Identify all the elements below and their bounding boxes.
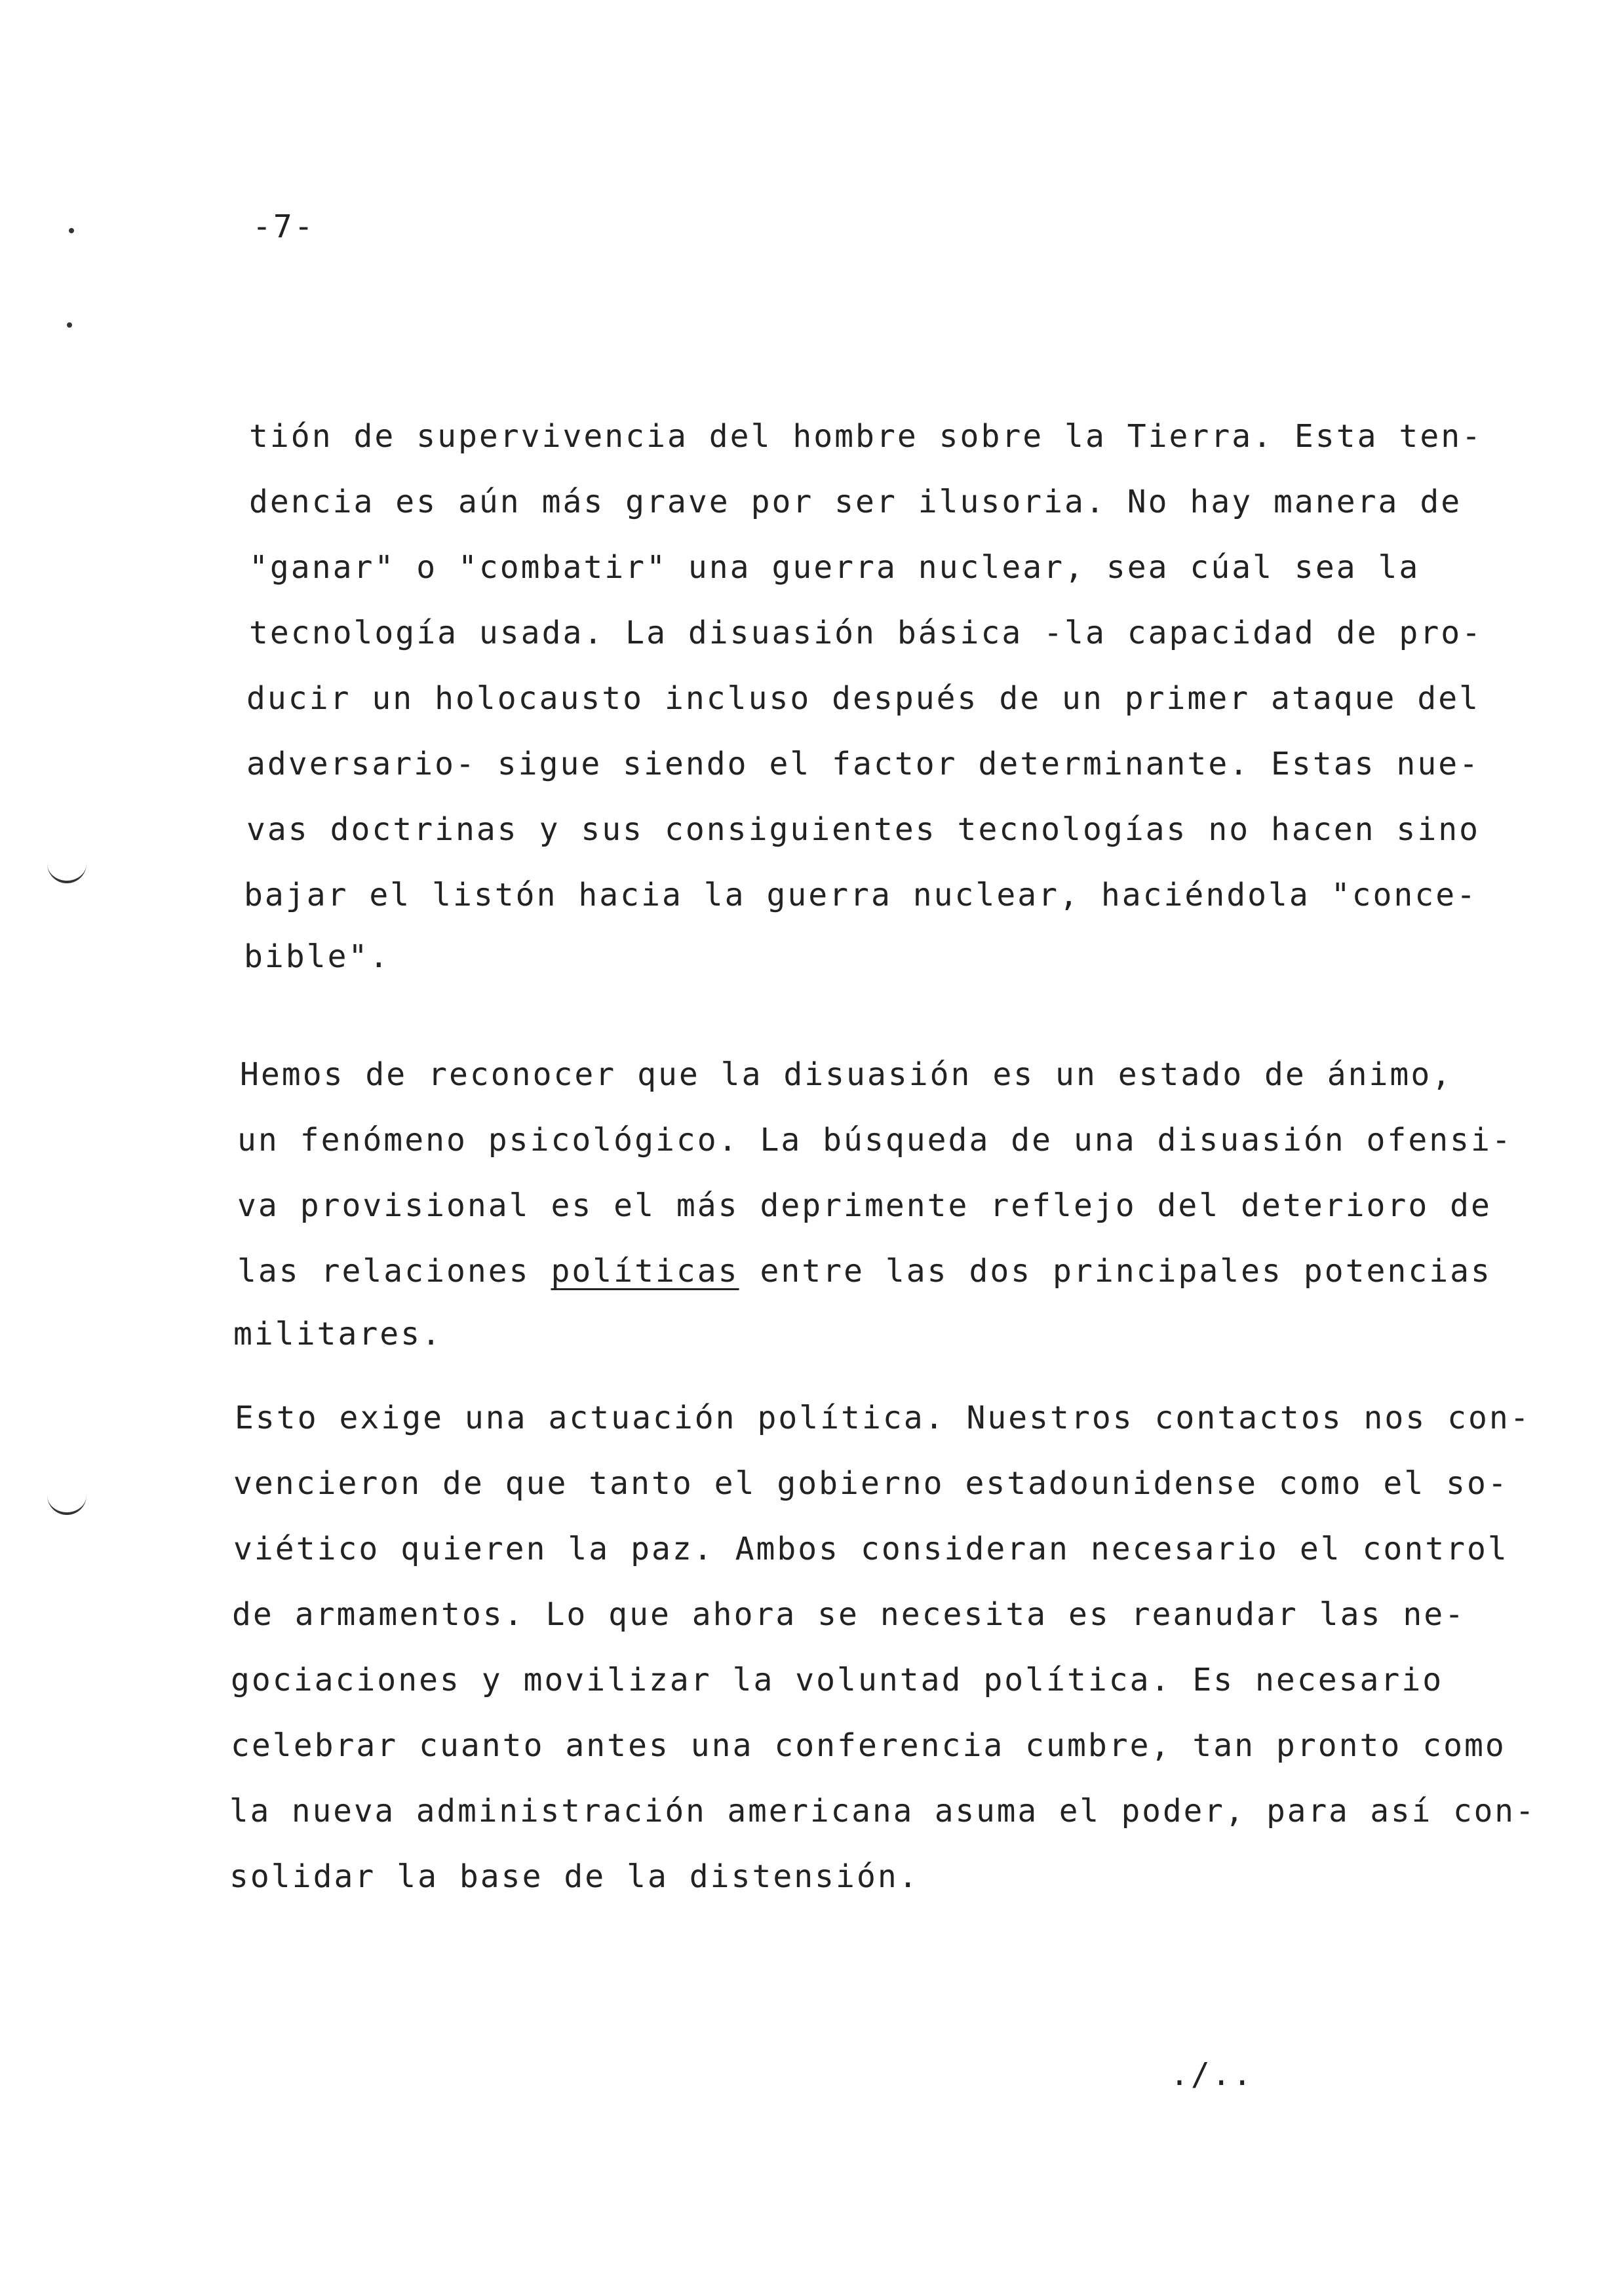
p3-line-3: viético quieren la paz. Ambos consideran necesario el control bbox=[233, 1531, 1509, 1567]
p1-line-7: vas doctrinas y sus consiguientes tecnologías no hacen sino bbox=[246, 811, 1481, 848]
page-number: -7- bbox=[252, 208, 315, 245]
margin-bracket-2 bbox=[47, 1495, 87, 1515]
p2-line-4 bbox=[237, 1253, 1492, 1290]
p3-line-8: solidar la base de la distensión. bbox=[229, 1858, 920, 1895]
p1-line-3: "ganar" o "combatir" una guerra nuclear, sea cúal sea la bbox=[249, 549, 1420, 586]
p3-line-2: vencieron de que tanto el gobierno estadounidense como el so- bbox=[233, 1465, 1509, 1502]
underlined-word-politicas: políticas bbox=[551, 1253, 739, 1290]
p3-line-6: celebrar cuanto antes una conferencia cumbre, tan pronto como bbox=[231, 1727, 1506, 1764]
p1-line-6: adversario- sigue siendo el factor determinante. Estas nue- bbox=[246, 746, 1481, 782]
p2-line-2: un fenómeno psicológico. La búsqueda de una disuasión ofensi- bbox=[237, 1122, 1513, 1158]
p2-line-1: Hemos de reconocer que la disuasión es un estado de ánimo, bbox=[240, 1056, 1453, 1093]
p1-line-8: bajar el listón hacia la guerra nuclear, haciéndola "conce- bbox=[244, 877, 1478, 913]
p2-line-4-pre: las relaciones bbox=[237, 1253, 551, 1290]
p1-line-9: bible". bbox=[244, 938, 391, 975]
p3-line-7: la nueva administración americana asuma el poder, para así con- bbox=[229, 1793, 1536, 1829]
p2-line-5: militares. bbox=[233, 1316, 442, 1352]
p1-line-1: tión de supervivencia del hombre sobre la Tierra. Esta ten- bbox=[249, 418, 1483, 455]
continuation-mark: ./.. bbox=[1170, 2056, 1254, 2093]
p2-line-4-post: entre las dos principales potencias bbox=[739, 1253, 1492, 1290]
p1-line-4: tecnología usada. La disuasión básica -la capacidad de pro- bbox=[249, 615, 1483, 651]
p1-line-2: dencia es aún más grave por ser ilusoria. No hay manera de bbox=[249, 484, 1462, 520]
p2-line-3: va provisional es el más deprimente reflejo del deterioro de bbox=[237, 1187, 1492, 1224]
p3-line-1: Esto exige una actuación política. Nuestros contactos nos con- bbox=[235, 1400, 1531, 1436]
p3-line-4: de armamentos. Lo que ahora se necesita es reanudar las ne- bbox=[232, 1596, 1466, 1633]
margin-dot-2 bbox=[67, 322, 72, 328]
p3-line-5: gociaciones y movilizar la voluntad política. Es necesario bbox=[231, 1662, 1444, 1698]
margin-bracket-1 bbox=[47, 864, 87, 883]
margin-dot-1 bbox=[69, 228, 74, 233]
p1-line-5: ducir un holocausto incluso después de un primer ataque del bbox=[246, 680, 1481, 717]
